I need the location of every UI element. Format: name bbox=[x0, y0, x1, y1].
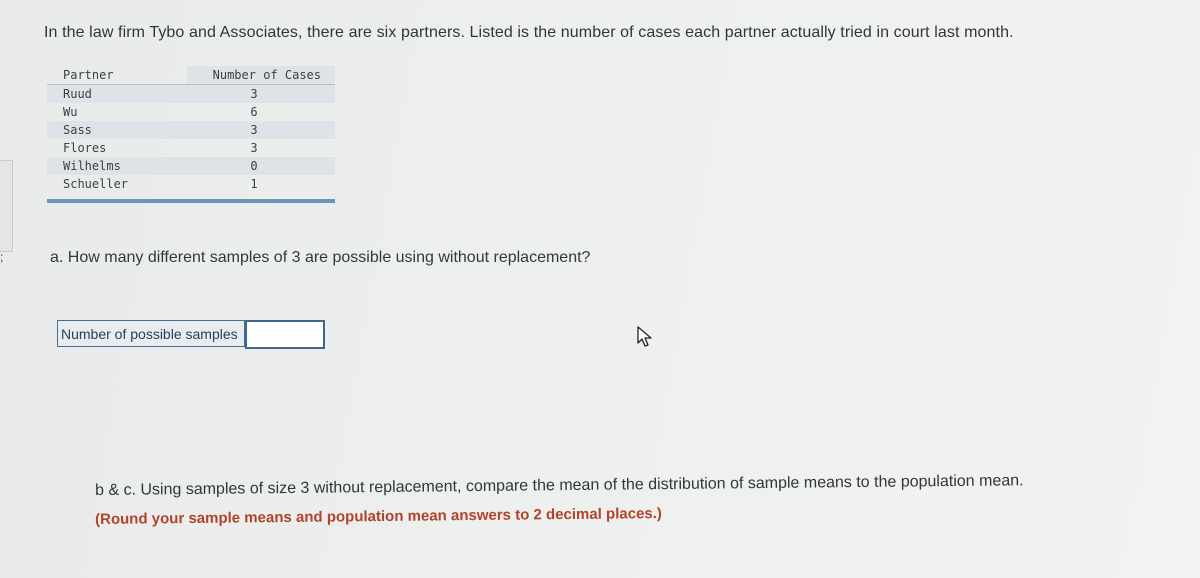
left-edge-mark: ; bbox=[0, 250, 4, 264]
partner-name: Flores bbox=[63, 141, 107, 155]
table-body bbox=[47, 85, 335, 193]
table-header bbox=[47, 66, 335, 85]
table-row bbox=[47, 175, 335, 193]
possible-samples-input[interactable] bbox=[245, 320, 325, 349]
partner-name: Sass bbox=[63, 123, 92, 137]
case-count: 6 bbox=[250, 105, 258, 119]
table-row bbox=[47, 139, 335, 157]
rounding-note: (Round your sample means and population mean answers to 2 decimal places.) bbox=[95, 505, 662, 528]
partner-name: Wilhelms bbox=[63, 159, 121, 173]
table-footer-bar bbox=[47, 199, 335, 203]
header-number-of-cases: Number of Cases bbox=[212, 68, 321, 82]
table-row bbox=[47, 157, 335, 175]
table-row bbox=[47, 85, 335, 103]
mouse-pointer-icon bbox=[636, 326, 654, 348]
partner-name: Wu bbox=[63, 105, 78, 119]
case-count: 0 bbox=[250, 159, 258, 173]
partner-cases-table bbox=[47, 66, 335, 203]
possible-samples-label: Number of possible samples bbox=[57, 320, 245, 347]
answer-row-possible-samples bbox=[57, 320, 325, 347]
table-row bbox=[47, 121, 335, 139]
case-count: 3 bbox=[250, 123, 258, 137]
problem-intro: In the law firm Tybo and Associates, there are six partners. Listed is the number of cases each partner actually tried in court last month. bbox=[44, 24, 1014, 41]
left-edge-panel bbox=[0, 160, 13, 252]
question-bc: b & c. Using samples of size 3 without replacement, compare the mean of the distribution of sample means to the population mean. bbox=[95, 472, 1024, 499]
case-count: 1 bbox=[250, 177, 258, 191]
partner-name: Ruud bbox=[63, 87, 92, 101]
question-a: a. How many different samples of 3 are possible using without replacement? bbox=[50, 249, 591, 266]
case-count: 3 bbox=[250, 87, 258, 101]
partner-name: Schueller bbox=[63, 177, 129, 191]
case-count: 3 bbox=[250, 141, 258, 155]
header-partner: Partner bbox=[63, 68, 114, 82]
table-row bbox=[47, 103, 335, 121]
